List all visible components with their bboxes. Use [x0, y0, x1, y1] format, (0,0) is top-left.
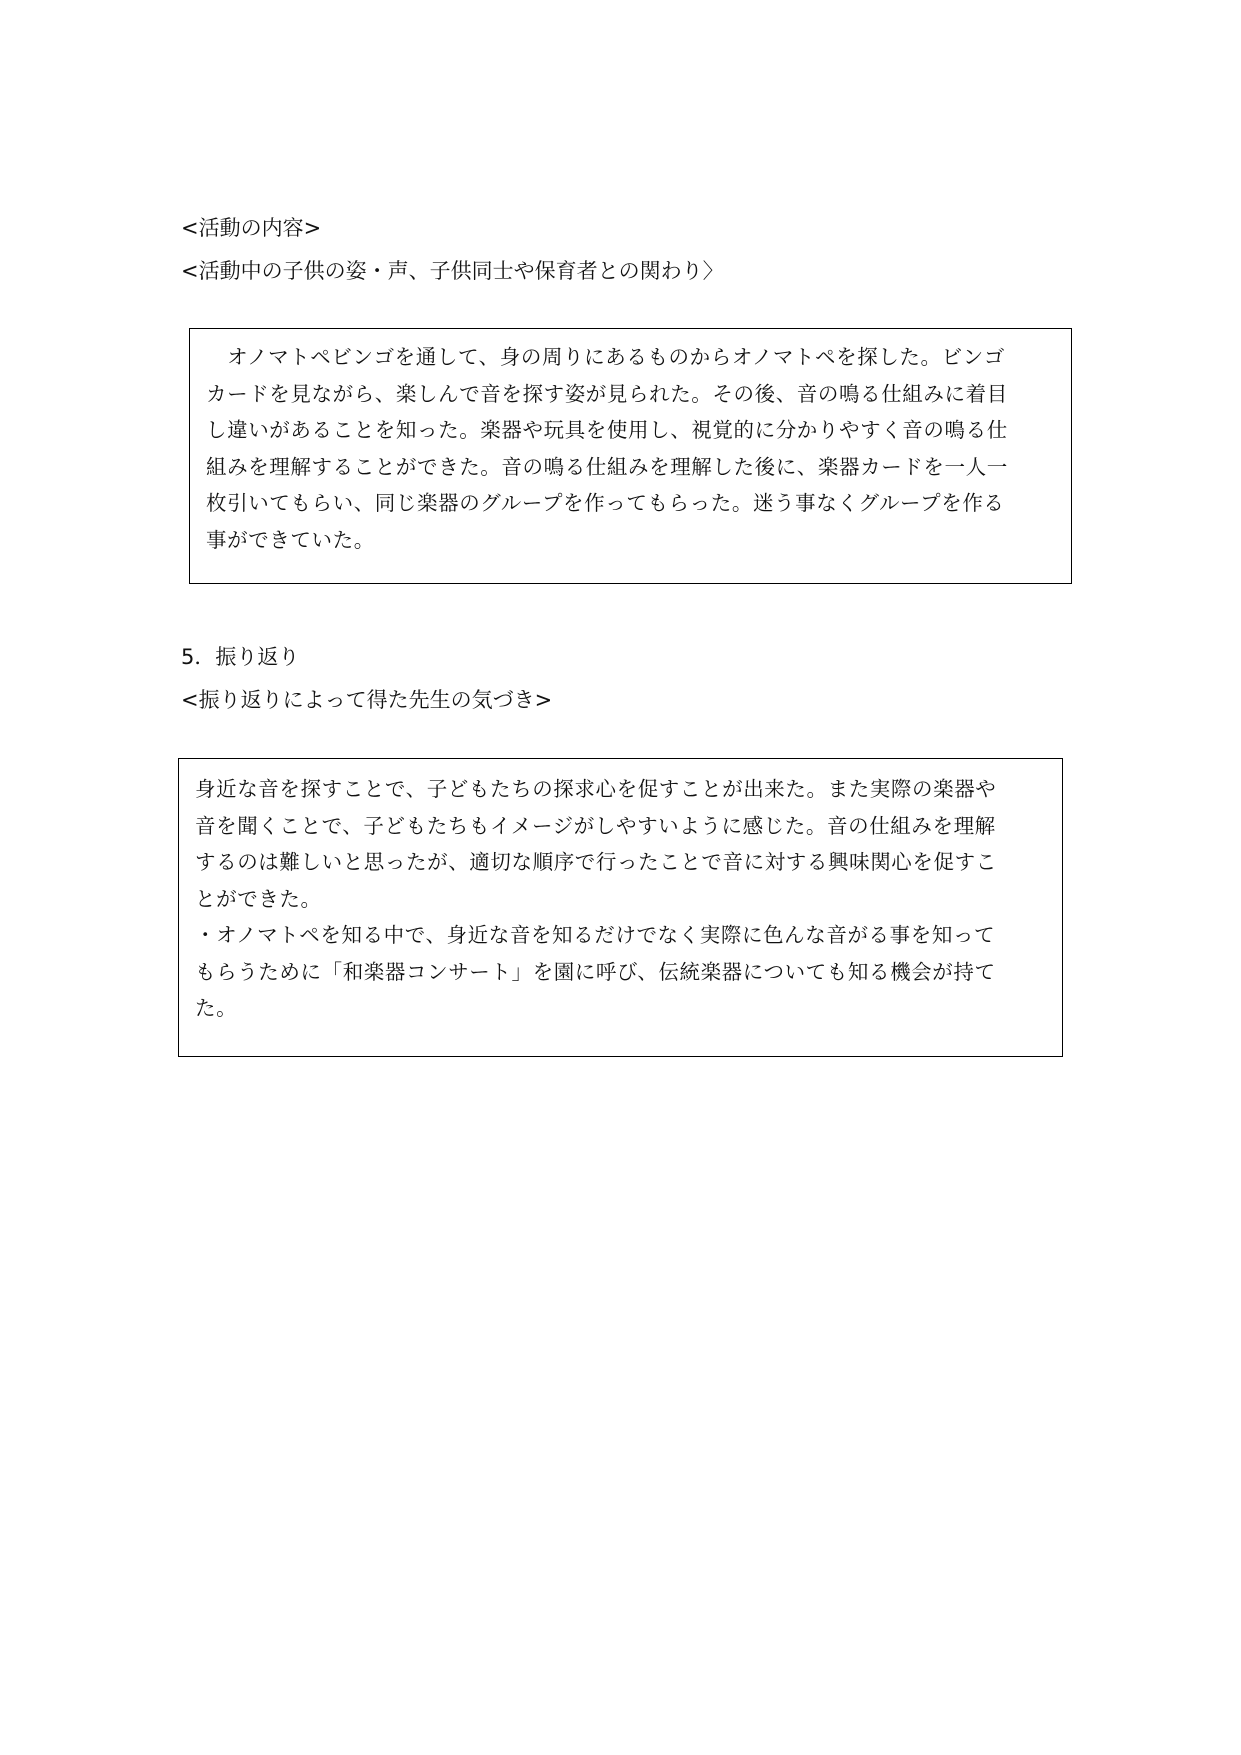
- activity-description-line: し違いがあることを知った。楽器や玩具を使用し、視覚的に分かりやすく音の鳴る仕: [206, 418, 1008, 442]
- reflection-line: するのは難しいと思ったが、適切な順序で行ったことで音に対する興味関心を促すこ: [195, 850, 997, 874]
- reflection-line: もらうために「和楽器コンサート」を園に呼び、伝統楽器についても知る機会が持て: [195, 959, 996, 984]
- reflection-box: [178, 758, 1063, 1057]
- activity-description-line: カードを見ながら、楽しんで音を探す姿が見られた。その後、音の鳴る仕組みに着目: [206, 381, 1008, 406]
- children-interaction-heading: <活動中の子供の姿・声、子供同士や保育者との関わり〉: [181, 259, 724, 283]
- reflection-line: た。: [195, 996, 238, 1020]
- activity-description-line: 組みを理解することができた。音の鳴る仕組みを理解した後に、楽器カードを一人一: [206, 454, 1008, 479]
- reflection-line: ・オノマトペを知る中で、身近な音を知るだけでなく実際に色んな音がる事を知って: [195, 923, 996, 947]
- activity-description-line: オノマトペビンゴを通して、身の周りにあるものからオノマトペを探した。ビンゴ: [206, 345, 1005, 369]
- teacher-insights-heading: <振り返りによって得た先生の気づき>: [181, 688, 553, 712]
- reflection-section-heading: 5．振り返り: [181, 645, 300, 669]
- reflection-line: とができた。: [195, 886, 322, 911]
- activity-description-line: 枚引いてもらい、同じ楽器のグループを作ってもらった。迷う事なくグループを作る: [206, 491, 1005, 515]
- reflection-line: 音を聞くことで、子どもたちもイメージがしやすいように感じた。音の仕組みを理解: [195, 813, 996, 838]
- reflection-line: 身近な音を探すことで、子どもたちの探求心を促すことが出来た。また実際の楽器や: [195, 777, 997, 801]
- activity-description-box: [189, 328, 1072, 584]
- activity-content-heading: <活動の内容>: [181, 216, 322, 240]
- activity-description-line: 事ができていた。: [206, 527, 375, 552]
